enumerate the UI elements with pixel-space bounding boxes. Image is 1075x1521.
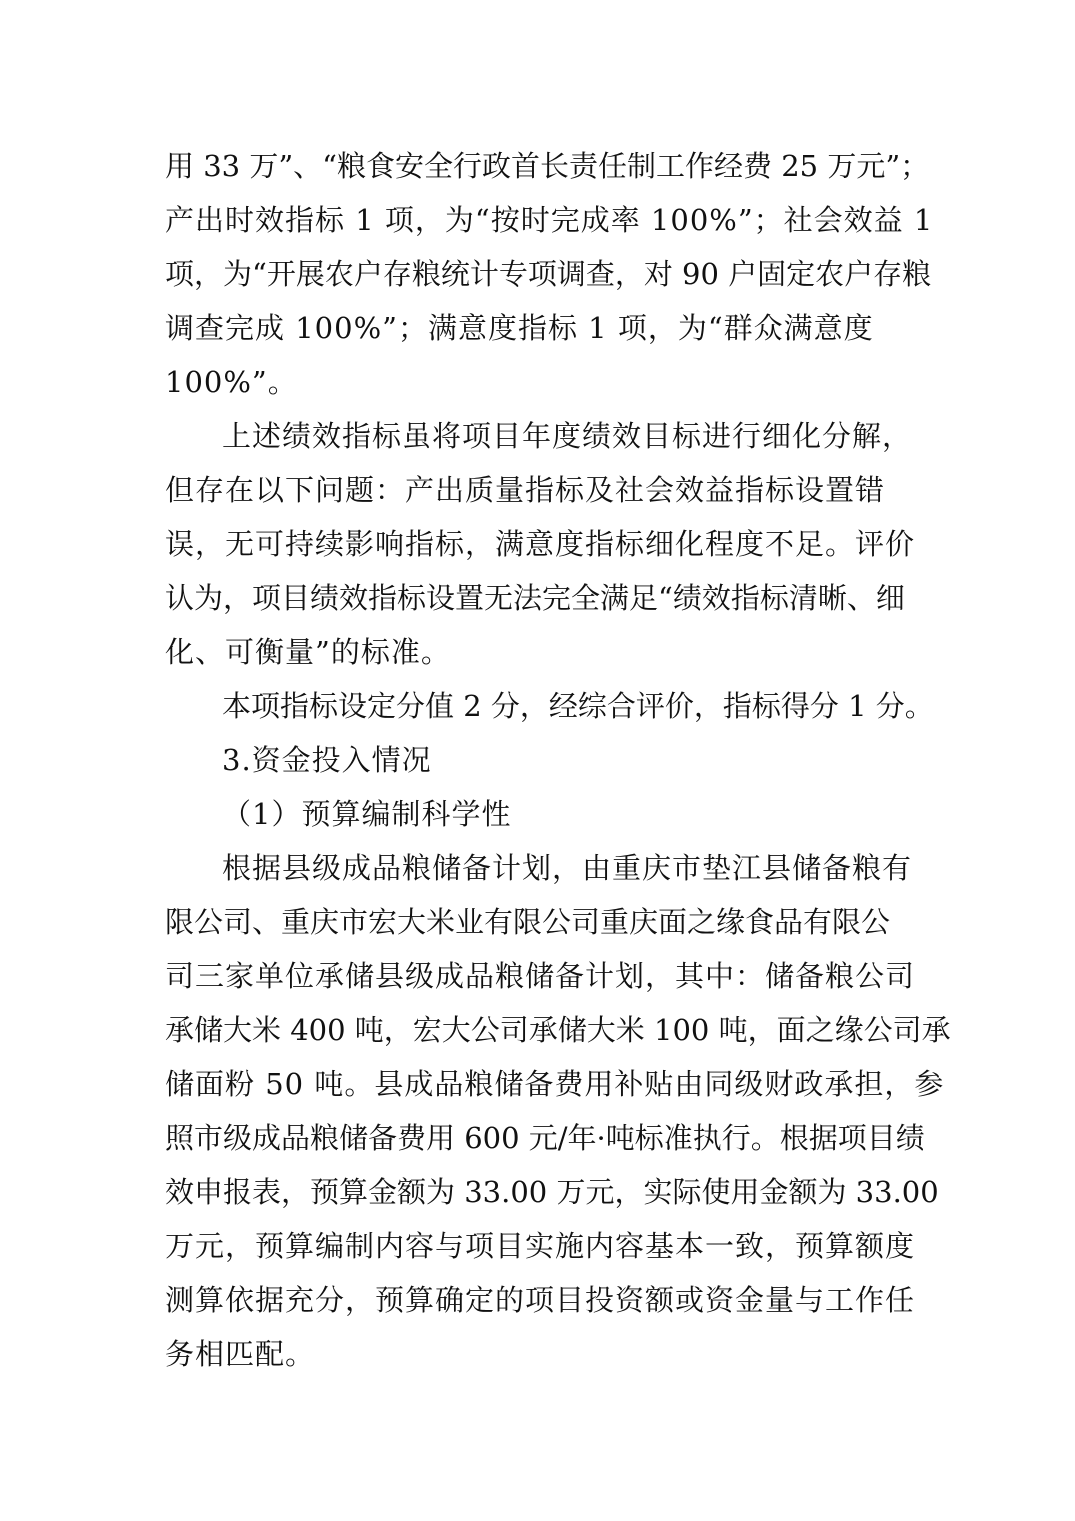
paragraph-start-line: 上述绩效指标虽将项目年度绩效目标进行细化分解，	[222, 419, 913, 453]
text-line: 储面粉 50 吨。县成品粮储备费用补贴由同级财政承担，参	[165, 1067, 945, 1101]
subsection-heading: （1）预算编制科学性	[222, 797, 512, 831]
text-line: 限公司、重庆市宏大米业有限公司重庆面之缘食品有限公	[165, 905, 891, 939]
text-line: 司三家单位承储县级成品粮储备计划，其中：储备粮公司	[165, 959, 916, 993]
text-line: 误，无可持续影响指标，满意度指标细化程度不足。评价	[165, 527, 916, 561]
text-line: 产出时效指标 1 项，为“按时完成率 100%”；社会效益 1	[165, 203, 934, 237]
text-line: 但存在以下问题：产出质量指标及社会效益指标设置错	[165, 473, 886, 507]
text-line: 照市级成品粮储备费用 600 元/年·吨标准执行。根据项目绩	[165, 1121, 925, 1155]
text-line: 测算依据充分，预算确定的项目投资额或资金量与工作任	[165, 1283, 916, 1317]
text-line: 承储大米 400 吨，宏大公司承储大米 100 吨，面之缘公司承	[165, 1013, 951, 1047]
score-line: 本项指标设定分值 2 分，经综合评价，指标得分 1 分。	[222, 689, 934, 723]
text-line: 万元，预算编制内容与项目实施内容基本一致，预算额度	[165, 1229, 916, 1263]
text-line: 务相匹配。	[165, 1337, 316, 1371]
text-line: 化、可衡量”的标准。	[165, 635, 451, 669]
text-line: 效申报表，预算金额为 33.00 万元，实际使用金额为 33.00	[165, 1175, 939, 1209]
text-line: 调查完成 100%”；满意度指标 1 项，为“群众满意度	[165, 311, 874, 345]
text-line: 用 33 万”、“粮食安全行政首长责任制工作经费 25 万元”；	[165, 149, 930, 183]
text-line: 认为，项目绩效指标设置无法完全满足“绩效指标清晰、细	[165, 581, 905, 615]
section-heading: 3.资金投入情况	[222, 743, 432, 777]
text-line: 项，为“开展农户存粮统计专项调查，对 90 户固定农户存粮	[165, 257, 932, 291]
text-line: 100%”。	[165, 365, 298, 399]
paragraph-start-line: 根据县级成品粮储备计划，由重庆市垫江县储备粮有	[222, 851, 913, 885]
